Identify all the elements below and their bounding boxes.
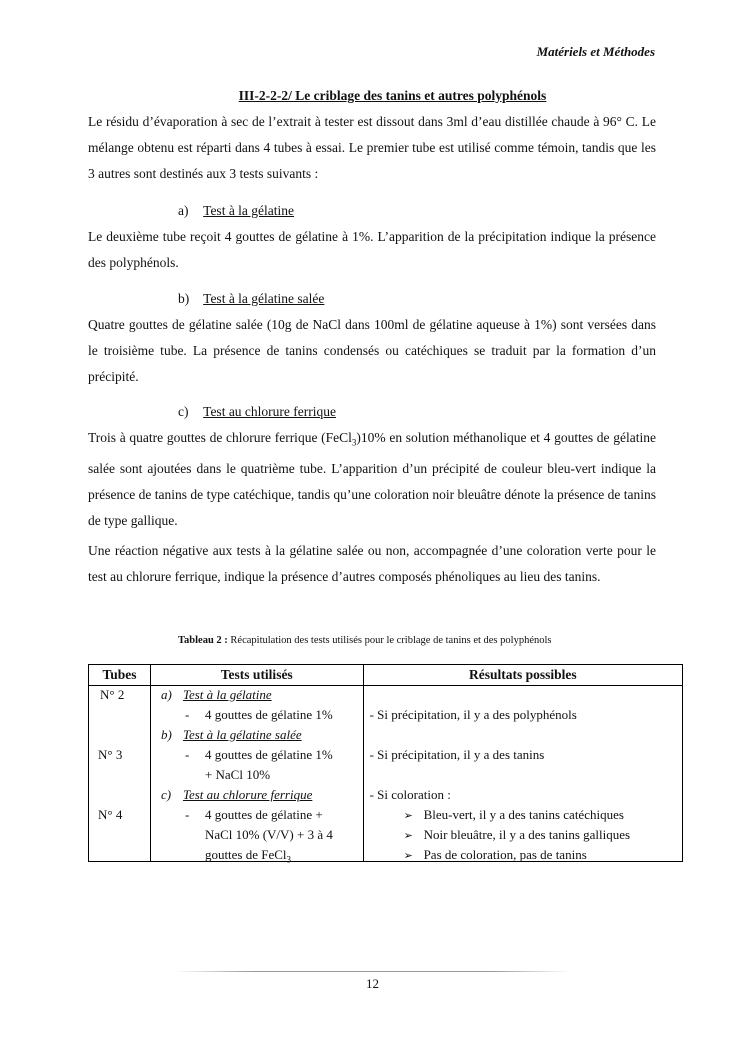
section-title: III-2-2-2/ Le criblage des tanins et autres polyphénols bbox=[238, 88, 547, 103]
result-tanins: - Si précipitation, il y a des tanins bbox=[369, 747, 545, 762]
result-polyphenols: - Si précipitation, il y a des polyphénols bbox=[369, 707, 577, 722]
test-b-detail-1: 4 gouttes de gélatine 1% bbox=[204, 747, 333, 762]
tests-cell bbox=[150, 686, 363, 865]
tubes-cell bbox=[89, 686, 151, 862]
test-a-title: Test à la gélatine bbox=[182, 687, 272, 702]
caption-text: Récapitulation des tests utilisés pour le criblage de tanins et des polyphénols bbox=[227, 635, 552, 646]
header-tubes: Tubes bbox=[89, 665, 151, 686]
subheading-a-label: a) bbox=[178, 203, 189, 218]
test-b-label: b) bbox=[160, 727, 172, 742]
bullet-text: Pas de coloration, pas de tanins bbox=[423, 847, 587, 862]
subheading-b-label: b) bbox=[178, 291, 190, 306]
list-item bbox=[404, 827, 631, 843]
conclusion-paragraph: Une réaction négative aux tests à la gélatine salée ou non, accompagnée d’une coloration verte pour le test au chlorure ferrique, indique la présence d’autres composés phénoliques au lieu des tanins. bbox=[88, 543, 656, 584]
table-header-row bbox=[89, 665, 683, 686]
test-c-label: c) bbox=[160, 787, 172, 802]
recap-table bbox=[88, 664, 683, 865]
test-a-label: a) bbox=[160, 687, 172, 702]
test-c-detail-2: NaCl 10% (V/V) + 3 à 4 bbox=[204, 827, 333, 842]
subheading-c bbox=[178, 404, 336, 420]
list-item bbox=[404, 847, 587, 863]
paragraph-a: Le deuxième tube reçoit 4 gouttes de gélatine à 1%. L’apparition de la précipitation indique la présence des polyphénols. bbox=[88, 229, 656, 270]
test-c-detail-3 bbox=[205, 847, 291, 865]
paragraph-c-part1: Trois à quatre gouttes de chlorure ferrique (FeCl bbox=[88, 430, 352, 445]
test-c-title: Test au chlorure ferrique bbox=[182, 787, 313, 802]
test-c-detail-3-sub: 3 bbox=[286, 854, 292, 865]
subheading-a bbox=[178, 203, 294, 219]
test-c-detail-3-text: gouttes de FeCl bbox=[204, 847, 287, 862]
running-header: Matériels et Méthodes bbox=[536, 44, 655, 59]
subheading-c-title: Test au chlorure ferrique bbox=[203, 404, 337, 419]
paragraph-c bbox=[88, 425, 656, 534]
result-coloration: - Si coloration : bbox=[369, 787, 451, 802]
tube-n3: N° 3 bbox=[98, 747, 123, 762]
arrow-bullet-icon: ➢ bbox=[403, 810, 413, 822]
subheading-a-title: Test à la gélatine bbox=[203, 203, 295, 218]
test-a-dash: - bbox=[184, 707, 190, 722]
test-b-title: Test à la gélatine salée bbox=[182, 727, 302, 742]
subheading-b-title: Test à la gélatine salée bbox=[203, 291, 325, 306]
table-row bbox=[89, 686, 683, 862]
test-c-detail-1: 4 gouttes de gélatine + bbox=[204, 807, 323, 822]
paragraph-c-subscript: 3 bbox=[351, 437, 357, 448]
test-c-dash: - bbox=[184, 807, 190, 822]
tube-n2: N° 2 bbox=[100, 687, 125, 702]
table-caption bbox=[178, 635, 551, 646]
footer-divider bbox=[175, 971, 570, 972]
caption-label: Tableau 2 : bbox=[178, 635, 228, 646]
header-results: Résultats possibles bbox=[363, 665, 682, 686]
list-item bbox=[404, 807, 624, 823]
test-b-dash: - bbox=[184, 747, 190, 762]
intro-paragraph: Le résidu d’évaporation à sec de l’extrait à tester est dissout dans 3ml d’eau distillée chaude à 96° C. Le mélange obtenu est réparti dans 4 tubes à essai. Le premier tube est utilisé comme témoin, tandis que les 3 autres sont destinés aux 3 tests suivants : bbox=[88, 114, 656, 181]
bullet-text: Noir bleuâtre, il y a des tanins galliques bbox=[423, 827, 631, 842]
test-b-detail-2: + NaCl 10% bbox=[204, 767, 271, 782]
header-tests: Tests utilisés bbox=[150, 665, 363, 686]
subheading-b bbox=[178, 291, 324, 307]
tube-n4: N° 4 bbox=[98, 807, 123, 822]
subheading-c-label: c) bbox=[178, 404, 189, 419]
arrow-bullet-icon: ➢ bbox=[403, 850, 413, 862]
paragraph-b: Quatre gouttes de gélatine salée (10g de NaCl dans 100ml de gélatine aqueuse à 1%) sont versées dans le troisième tube. La présence de tanins condensés ou catéchiques se traduit par la formation d’un précipité. bbox=[88, 317, 656, 384]
results-cell bbox=[363, 686, 682, 862]
paragraph-c-part2: )10% en solution méthanolique et 4 gouttes de gélatine salée sont ajoutées dans le quatrième tube. L’apparition d’un précipité de couleur bleu-vert indique la présence de tanins de type catéchique, tandis qu’une coloration noir bleuâtre dénote la présence de tanins de type gallique. bbox=[88, 430, 656, 528]
bullet-text: Bleu-vert, il y a des tanins catéchiques bbox=[423, 807, 624, 822]
page-number: 12 bbox=[366, 976, 379, 991]
test-a-detail: 4 gouttes de gélatine 1% bbox=[204, 707, 333, 722]
arrow-bullet-icon: ➢ bbox=[403, 830, 413, 842]
